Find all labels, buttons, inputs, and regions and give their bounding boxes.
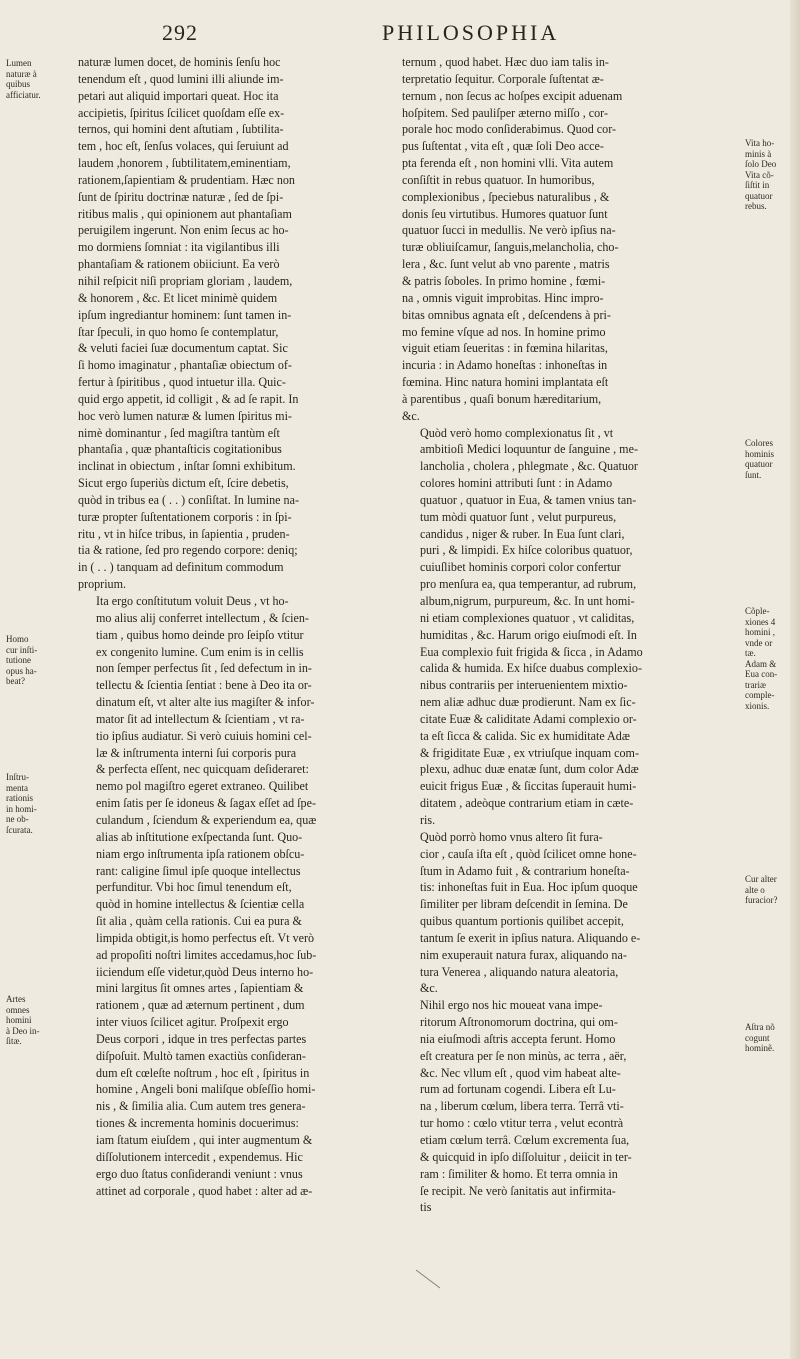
text-line: rant: caligine ſimul ipſe quoque intellectus — [96, 863, 301, 878]
margin-note-right-5: Aſtra nõ cogunt hominẽ. — [745, 1022, 775, 1053]
text-line: & quicquid in ipſo diſſoluitur , deiicit in ter- — [420, 1149, 632, 1164]
text-line: Ita ergo conſtitutum voluit Deus , vt ho- — [96, 594, 289, 608]
text-line: tis — [420, 1200, 432, 1215]
text-line: ritu , vt in hiſce tribus, in ſapientia , pruden- — [78, 526, 290, 541]
text-line: incuria : in Adamo honeſtas : inhoneſtas in — [402, 358, 608, 373]
text-line: &c. — [420, 981, 438, 996]
text-line: tenendum eſt , quod lumini illi aliunde im- — [78, 71, 284, 86]
text-line: eſt creatura per ſe non minùs, ac terra , aër, — [420, 1048, 627, 1063]
text-line: album,nigrum, purpureum, &c. In unt homi- — [420, 594, 635, 608]
text-line: & perfecta eſſent, nec quicquam deſideraret: — [96, 762, 309, 777]
bleed-through-stroke — [414, 1268, 444, 1290]
text-line: complexionibus , ſpeciebus naturalibus , & — [402, 189, 610, 204]
text-line: pta ferenda eſt , non homini vlli. Vita autem — [402, 156, 614, 171]
text-line: porale hoc modo conſiderabimus. Quod cor- — [402, 122, 617, 137]
text-line: ſtar ſpeculi, in quo homo ſe contemplatur, — [78, 324, 279, 339]
text-line: mo femine vſque ad nos. In homine primo — [402, 324, 606, 339]
text-line: bitas omnibus agnata eſt , deſcendens à pri- — [402, 307, 611, 322]
text-line: Quòd porrò homo vnus altero ſit fura- — [420, 829, 603, 844]
right-paragraph — [402, 425, 738, 829]
text-line: quòd in homine intellectus & ſcientiæ cella — [96, 897, 305, 912]
text-line: rationem , quæ ad æternum pertinent , dum — [96, 998, 305, 1013]
text-line: quòd in tribus ea ( . . ) conſiſtat. In lumine na- — [78, 492, 299, 507]
text-line: viguit etiam ſeueritas : in fœmina hilaritas, — [402, 341, 608, 356]
text-line: tiones & incrementa hominis docuerimus: — [96, 1116, 299, 1131]
margin-note-right-2: Colores hominis quatuor ſunt. — [745, 438, 775, 480]
margin-note-right-1: Vita ho- minis à ſolo Deo Vita cõ- ſiſtit in quatuor rebus. — [745, 138, 777, 211]
text-line: à parentibus , quaſi bonum hæreditarium, — [402, 391, 602, 406]
text-line: non ſemper perfectus ſit , ſed defectum in in- — [96, 661, 312, 676]
text-line: proprium. — [78, 577, 127, 592]
text-line: fertur à ſpiritibus , quod intuetur illa. Quic- — [78, 375, 286, 390]
text-line: nis , & ſimilia alia. Cum autem tres genera- — [96, 1099, 306, 1114]
text-line: iiciendum eſſe videtur,quòd Deus interno ho- — [96, 964, 314, 979]
left-text-column — [78, 54, 394, 1199]
text-line: turæ propter ſuſtentationem corporis : in ſpi- — [78, 509, 292, 524]
margin-note-left-1: Lumen naturæ à quibus afficiatur. — [6, 58, 41, 100]
text-line: ergo duo ſtatus conſiderandi veniunt : vnus — [96, 1166, 303, 1181]
text-line: tum mòdi quatuor ſunt , velut purpureus, — [420, 509, 617, 524]
text-line: Nihil ergo nos hic moueat vana impe- — [420, 998, 603, 1013]
text-line: tiam , quibus homo deinde pro ſeipſo vtitur — [96, 627, 304, 642]
text-line: ta eſt ſicca & calida. Sic ex humiditate Adæ — [420, 728, 630, 743]
margin-note-left-2: Homo cur inſti- tutione opus ha- beat? — [6, 634, 38, 686]
text-line: niam ergo inſtrumenta ipſa rationem obſcu- — [96, 846, 305, 861]
text-line: culandum , ſciendum & experiendum ea, quæ — [96, 812, 317, 827]
text-line: mo alius alij conferret intellectum , & ſcien- — [96, 610, 309, 625]
text-line: hoc verò lumen naturæ & lumen ſpiritus mi- — [78, 408, 292, 423]
text-line: ſi homo imaginatur , phantaſiæ obiectum of- — [78, 358, 292, 373]
text-line: quatuor , quatuor in Eua, & tamen vnius tan- — [420, 492, 637, 507]
text-line: ritorum Aſtronomorum doctrina, qui om- — [420, 1015, 618, 1030]
text-line: turæ obliuiſcamur, ſanguis,melancholia, cho- — [402, 240, 619, 255]
text-line: mator ſit ad intellectum & ſcientiam , vt ra- — [96, 711, 305, 726]
text-line: plexu, adhuc duæ enatæ ſunt, dum color Adæ — [420, 762, 639, 777]
text-line: ſimiliter per libram deſcendit in ſemina. De — [420, 897, 628, 912]
text-line: na , omnis viguit improbitas. Hinc impro- — [402, 290, 604, 305]
text-line: diſſolutionem intercedit , expendemus. Hic — [96, 1149, 303, 1164]
text-line: ternum , non ſecus ac hoſpes excipit aduenam — [402, 88, 623, 103]
text-line: & frigiditate Euæ , ex vtriuſque inquam com- — [420, 745, 639, 760]
text-line: &c. Nec vllum eſt , quod vim habeat alte- — [420, 1065, 621, 1080]
left-paragraph — [78, 54, 394, 593]
text-line: cuiuſlibet hominis corpori color confertur — [420, 560, 621, 575]
text-line: conſiſtit in rebus quatuor. In humoribus, — [402, 172, 595, 187]
text-line: tio ipſius audiatur. Si verò cuiuis homini cel- — [96, 728, 312, 743]
text-line: ditatem , adeòque contrarium etiam in cæte- — [420, 796, 634, 811]
page-number: 292 — [162, 20, 198, 45]
text-line: tis: inhoneſtas fuit in Eua. Hoc ipſum quoque — [420, 880, 638, 895]
text-line: rum ad fortunam cogendi. Libera eſt Lu- — [420, 1082, 616, 1097]
text-line: & patris ſoboles. In primo homine , fœmi- — [402, 273, 606, 288]
text-line: ram : ſimiliter & homo. Et terra omnia in — [420, 1166, 618, 1181]
right-paragraph — [402, 997, 738, 1216]
text-line: terpretatio ſequitur. Corporale ſuſtentat æ- — [402, 71, 604, 86]
page-header — [60, 14, 760, 50]
text-line: pus ſuſtentat , vita eſt , quæ ſoli Deo acce- — [402, 139, 604, 154]
text-line: donis ſeu virtutibus. Humores quatuor ſunt — [402, 206, 608, 221]
text-line: tem , hoc eſt, ſenſus volaces, qui ſeruiunt ad — [78, 139, 289, 154]
text-line: nibus contrariis per interuenientem mixtio- — [420, 678, 628, 693]
text-line: tur homo : cœlo vtitur terra , velut econtrà — [420, 1116, 624, 1131]
text-line: phantaſia , quæ phantaſticis cogitationibus — [78, 442, 282, 457]
text-line: ſtum in Adamo fuit , & contrarium honeſta- — [420, 863, 630, 878]
text-line: na , liberum cœlum, libera terra. Terrâ vti- — [420, 1099, 624, 1114]
left-paragraph — [78, 593, 394, 1199]
margin-note-left-4: Artes omnes homini à Deo in- ſitæ. — [6, 994, 40, 1046]
text-line: puri , & limpidi. Ex hiſce coloribus quatuor, — [420, 543, 633, 558]
text-line: pro menſura ea, qua temperantur, ad rubrum, — [420, 577, 637, 592]
text-line: in ( . . ) tanquam ad definitum commodum — [78, 560, 284, 575]
text-line: homine , Angeli boni maliſque obſeſſio homi- — [96, 1082, 316, 1097]
text-line: ex congenito lumine. Cum enim is in cellis — [96, 644, 304, 659]
text-line: dum eſt cœleſte noſtrum , hoc eſt , ſpiritus in — [96, 1065, 310, 1080]
text-line: dinatum eſt, vt alter alte ius magiſter & infor- — [96, 695, 315, 710]
text-line: Deus corpori , idque in tres perfectas partes — [96, 1031, 307, 1046]
text-line: ſunt de ſpiritu doctrinæ naturæ , ſed de ſpi- — [78, 189, 284, 204]
margin-note-right-3: Cõple- xiones 4 homini , vnde or tæ. Adam & Eua con- trariæ comple- xionis. — [745, 606, 778, 711]
text-line: quatuor ſucci in medullis. Ne verò ipſius na- — [402, 223, 616, 238]
text-line: calida & humida. Ex hiſce duabus complexio- — [420, 661, 642, 676]
text-line: nihil reſpicit niſi propriam gloriam , laudem, — [78, 273, 293, 288]
text-line: &c. — [402, 408, 420, 423]
text-line: inclinat in obiectum , inſtar ſomni exhibitum. — [78, 459, 296, 474]
text-line: quid ergo appetit, id colligit , & ad ſe rapit. In — [78, 391, 299, 406]
text-line: quibus quantum portionis quilibet accepit, — [420, 914, 624, 929]
text-line: ternos, qui homini dent aſtutiam , ſubtilita- — [78, 122, 284, 137]
right-paragraph — [402, 54, 738, 425]
text-line: & honorem , &c. Et licet minimè quidem — [78, 290, 278, 305]
right-paragraph — [402, 829, 738, 997]
text-line: mini largitus ſit omnes artes , ſapientiam & — [96, 981, 304, 996]
text-line: ternum , quod habet. Hæc duo iam talis in- — [402, 55, 609, 69]
text-line: ni etiam complexiones quatuor , vt caliditas, — [420, 610, 635, 625]
text-line: petari aut aliquid importari queat. Hoc ita — [78, 88, 279, 103]
text-line: ad propoſiti noſtri limites accedamus,hoc ſub- — [96, 947, 317, 962]
text-line: & veluti faciei ſuæ documentum captat. Sic — [78, 341, 288, 356]
text-line: diſpoſuit. Multò tamen exactiùs conſideran- — [96, 1048, 306, 1063]
text-line: candidus , niger & ruber. In Eua ſunt clari, — [420, 526, 625, 541]
text-line: ſit alia , quàm cella rationis. Cui ea pura & — [96, 914, 302, 929]
text-line: phantaſiam & rationem obiiciunt. Ea verò — [78, 257, 280, 272]
text-line: nem aliæ adhuc duæ prodierunt. Nam ex ſic- — [420, 695, 636, 710]
text-line: perfunditur. Vbi hoc ſimul tenendum eſt, — [96, 880, 292, 895]
text-line: colores homini attributi ſunt : in Adamo — [420, 476, 613, 491]
text-line: cior , cauſa iſta eſt , quòd ſcilicet omne hone- — [420, 846, 637, 861]
right-text-column — [402, 54, 738, 1216]
text-line: naturæ lumen docet, de hominis ſenſu hoc — [78, 55, 281, 69]
text-line: nemo pol magiſtro egeret extraneo. Quilibet — [96, 779, 309, 794]
text-line: euicit frigus Euæ , & ſiccitas ſuperauit humi- — [420, 779, 637, 794]
text-line: peruigilem ingerunt. Non enim ſecus ac ho- — [78, 223, 289, 238]
text-line: accipietis, ſpiritus ſcilicet quoſdam eſſe ex- — [78, 105, 285, 120]
text-line: Eua complexio fuit frigida & ſicca , in Adamo — [420, 644, 643, 659]
text-line: limpida obtigit,is homo perfectus eſt. Vt verò — [96, 930, 315, 945]
text-line: citate Euæ & caliditate Adami complexio or- — [420, 711, 637, 726]
text-line: hoſpitem. Sed pauliſper æterno miſſo , cor- — [402, 105, 608, 120]
text-line: ritibus malis , qui opinionem aut phantaſiam — [78, 206, 292, 221]
text-line: ſe recipit. Ne verò ſanitatis aut infirmita- — [420, 1183, 616, 1198]
text-line: lancholia , cholera , phlegmate , &c. Quatuor — [420, 459, 638, 474]
text-line: ipſum ingrediantur hominem: ſunt tamen in- — [78, 307, 292, 322]
text-line: nim exuperauit natura furax, aliquando na- — [420, 947, 627, 962]
text-line: enim ſatis per ſe idoneus & ſagax eſſet ad ſpe- — [96, 796, 316, 811]
text-line: iam ſtatum eiuſdem , qui inter augmentum & — [96, 1133, 313, 1147]
text-line: humiditas , &c. Harum origo eiuſmodi eſt. In — [420, 627, 637, 642]
text-line: nimè dominantur , ſed magiſtra tantùm eſt — [78, 425, 280, 440]
text-line: inter viuos ſcilicet agitur. Proſpexit ergo — [96, 1015, 289, 1030]
text-line: Quòd verò homo complexionatus ſit , vt — [420, 425, 614, 440]
text-line: tantum ſe exerit in ipſius natura. Aliquando e- — [420, 930, 641, 945]
text-line: tellectu & ſcientia ſentiat : bene à Deo ita or- — [96, 678, 312, 693]
text-line: attinet ad corporale , quod habet : alter ad æ- — [96, 1183, 313, 1198]
text-line: alias ab inſtitutione exſpectanda ſunt. Quo- — [96, 829, 303, 844]
text-line: rationem,ſapientiam & prudentiam. Hæc non — [78, 172, 295, 187]
text-line: ambitioſi Medici loquuntur de ſanguine , me- — [420, 442, 638, 457]
text-line: lera , &c. ſunt velut ab vno parente , matris — [402, 257, 610, 272]
text-line: tia & ratione, ſed pro regendo corpore: deniq; — [78, 543, 298, 558]
text-line: læ & inſtrumenta interni ſui corporis pura — [96, 745, 297, 760]
text-line: ris. — [420, 812, 436, 827]
margin-note-right-4: Cur alter alte o furacior? — [745, 874, 778, 905]
text-line: nia eiuſmodi aſtris accepta ferunt. Homo — [420, 1031, 616, 1046]
margin-note-left-3: Inſtru- menta rationis in homi- ne ob- ſcurata. — [6, 772, 37, 835]
text-line: etiam cœlum terrâ. Cœlum excrementa ſua, — [420, 1133, 630, 1147]
text-line: tura Venerea , aliquando natura aleatoria, — [420, 964, 619, 979]
text-line: Sicut ergo ſuperiùs dictum eſt, ſcire debetis, — [78, 476, 289, 491]
text-line: fœmina. Hinc natura homini implantata eſt — [402, 375, 609, 390]
running-head: PHILOSOPHIA — [382, 20, 560, 45]
text-line: mo dormiens ſomniat : ita vigilantibus illi — [78, 240, 280, 255]
text-line: laudem ,honorem , ſubtilitatem,eminentiam, — [78, 156, 291, 171]
